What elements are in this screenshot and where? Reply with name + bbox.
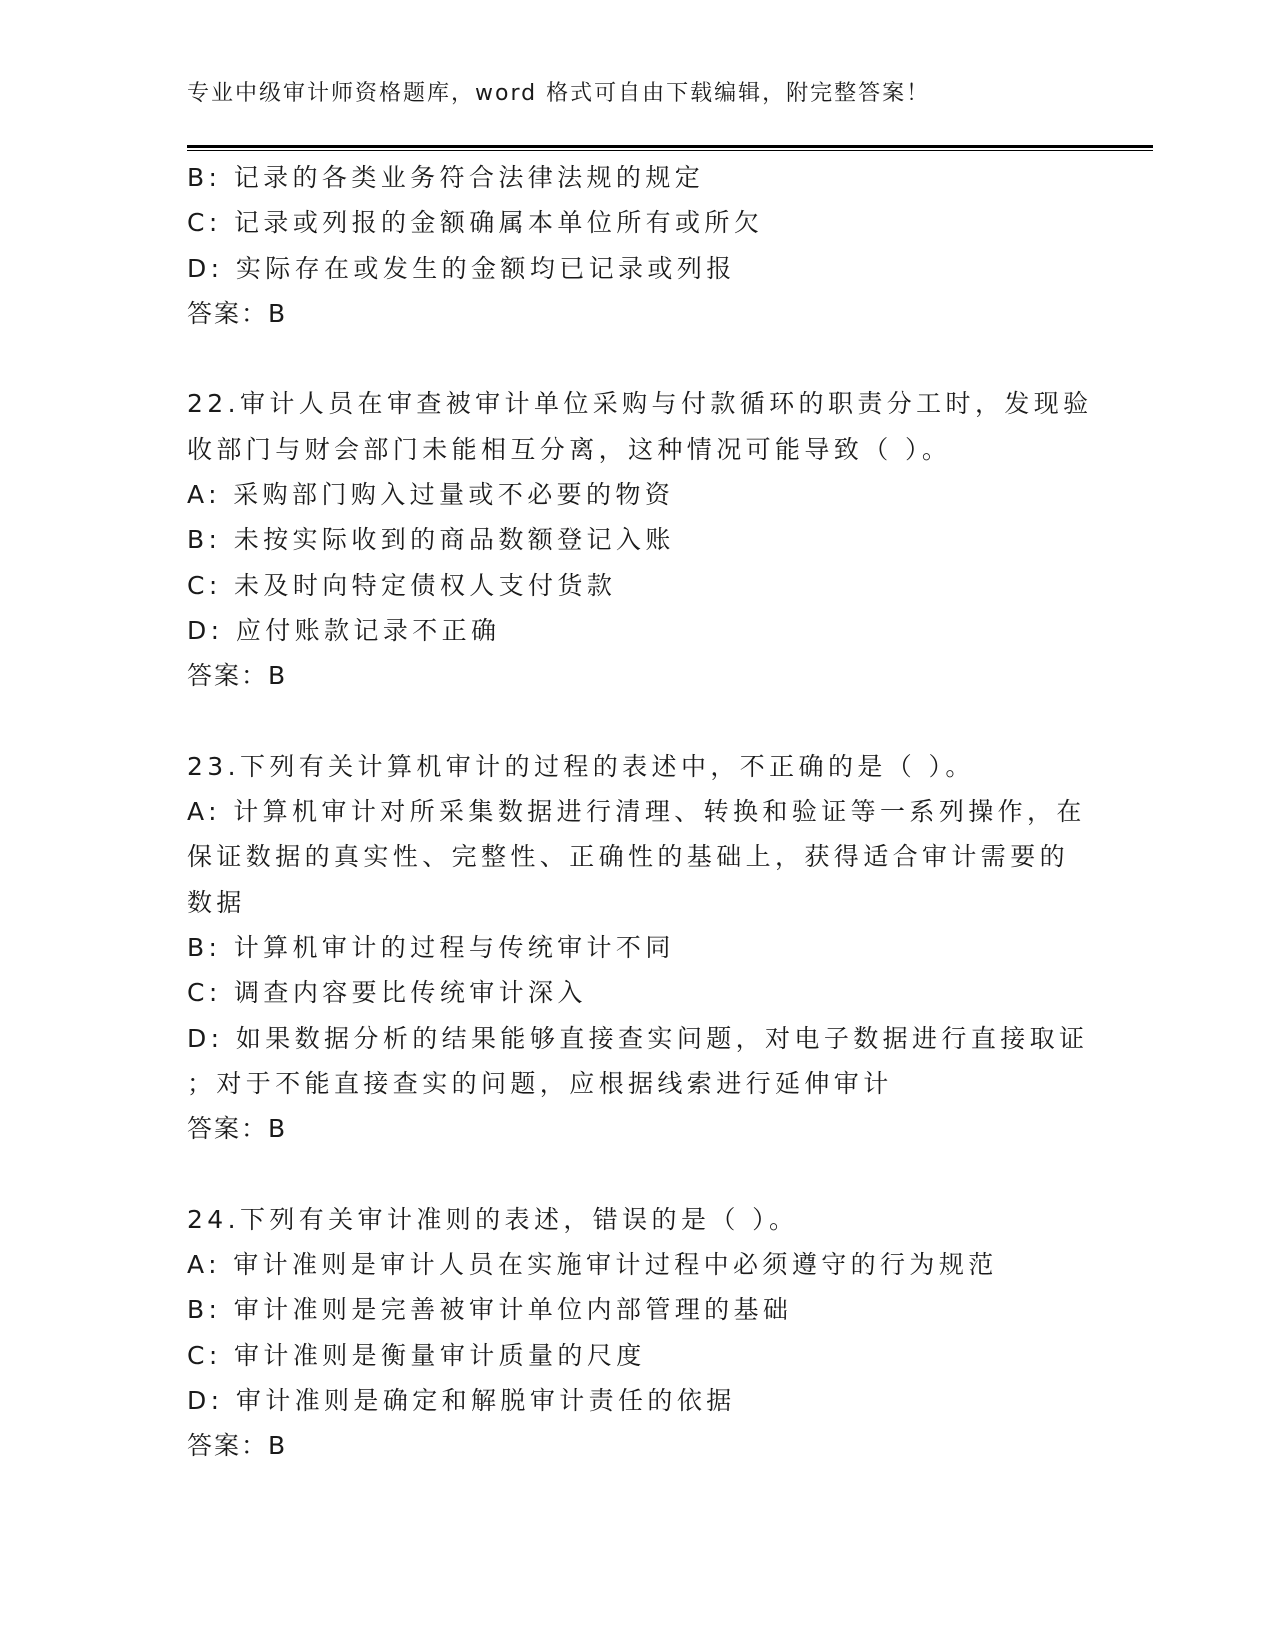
option-d: D: 审计准则是确定和解脱审计责任的依据 [187, 1386, 736, 1416]
answer-line: 答案：B [187, 298, 288, 328]
option-b: B: 记录的各类业务符合法律法规的规定 [187, 163, 705, 192]
option-d: D: 实际存在或发生的金额均已记录或列报 [187, 253, 736, 283]
option-d: D: 如果数据分析的结果能够直接查实问题，对电子数据进行直接取证 [187, 1023, 1089, 1053]
header-rule-thick [187, 145, 1153, 148]
option-d-cont: ；对于不能直接查实的问题，应根据线索进行延伸审计 [187, 1068, 893, 1098]
option-a: A: 审计准则是审计人员在实施审计过程中必须遵守的行为规范 [187, 1250, 998, 1280]
option-c: C: 未及时向特定债权人支付货款 [187, 570, 617, 600]
answer-line: 答案：B [187, 1114, 288, 1144]
page-header: 专业中级审计师资格题库，word 格式可自由下载编辑，附完整答案！ [187, 81, 931, 106]
spacer [187, 336, 1087, 381]
header-rule-thin [187, 150, 1153, 151]
question-stem-cont: 收部门与财会部门未能相互分离，这种情况可能导致（ ）。 [187, 434, 952, 464]
question-23 [187, 744, 1087, 1152]
option-b: B: 未按实际收到的商品数额登记入账 [187, 525, 675, 555]
option-a: A: 采购部门购入过量或不必要的物资 [187, 480, 675, 510]
question-22 [187, 381, 1093, 698]
question-21-tail [187, 155, 1087, 336]
option-a-cont: 数据 [187, 887, 246, 917]
option-b: B: 审计准则是完善被审计单位内部管理的基础 [187, 1295, 793, 1325]
spacer [187, 699, 1087, 744]
option-d: D: 应付账款记录不正确 [187, 615, 501, 645]
option-c: C: 记录或列报的金额确属本单位所有或所欠 [187, 208, 764, 238]
question-content [187, 155, 1093, 1469]
question-stem: 23.下列有关计算机审计的过程的表述中，不正确的是（ ）。 [187, 751, 975, 781]
question-stem: 22.审计人员在审查被审计单位采购与付款循环的职责分工时，发现验 [187, 389, 1093, 419]
question-stem: 24.下列有关审计准则的表述，错误的是（ ）。 [187, 1204, 799, 1234]
spacer [187, 1152, 1087, 1197]
option-b: B: 计算机审计的过程与传统审计不同 [187, 933, 675, 963]
question-24 [187, 1197, 1087, 1469]
answer-line: 答案：B [187, 1431, 288, 1461]
option-a: A: 计算机审计对所采集数据进行清理、转换和验证等一系列操作，在 [187, 797, 1086, 827]
answer-line: 答案：B [187, 661, 288, 691]
option-a-cont: 保证数据的真实性、完整性、正确性的基础上，获得适合审计需要的 [187, 842, 1070, 872]
option-c: C: 调查内容要比传统审计深入 [187, 978, 587, 1008]
option-c: C: 审计准则是衡量审计质量的尺度 [187, 1340, 646, 1370]
